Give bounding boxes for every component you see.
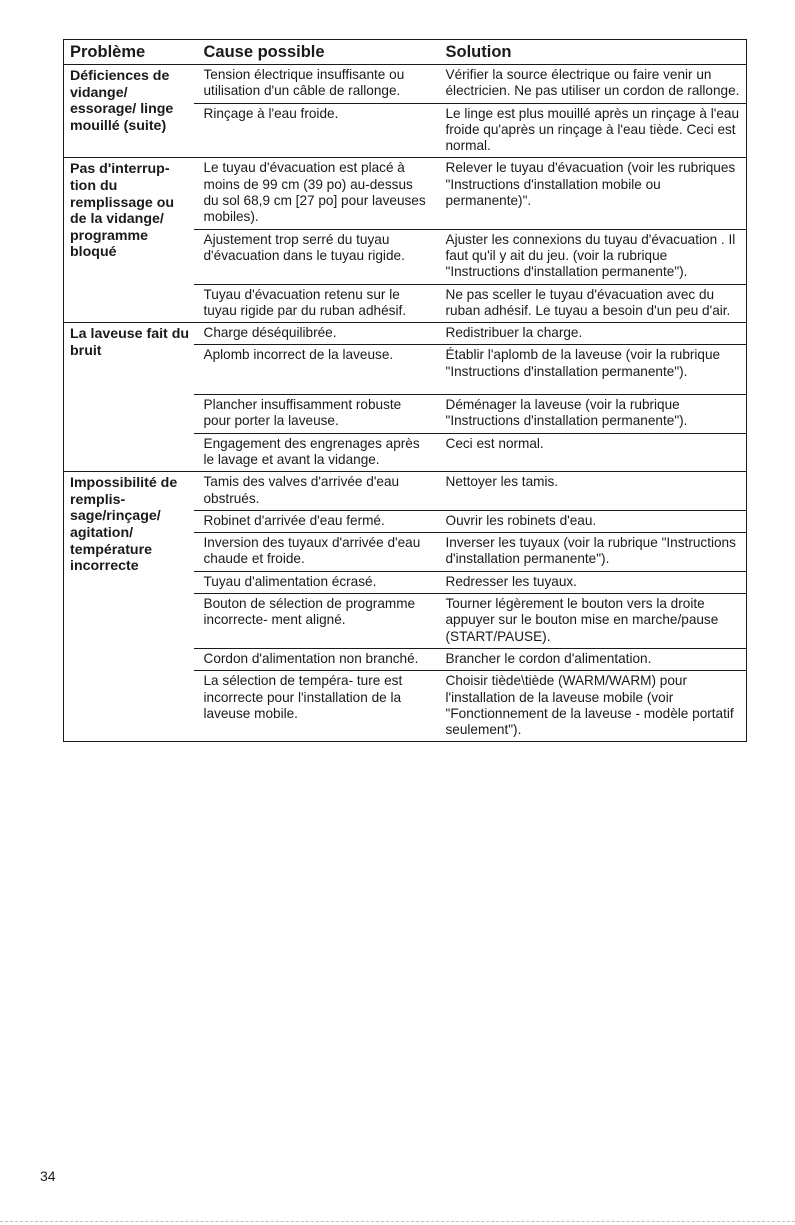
cause-cell: Charge déséquilibrée. [194,323,436,345]
solution-cell: Relever le tuyau d'évacuation (voir les rubriques "Instructions d'installation mobile ou permanente)". [436,158,747,229]
problem-cell: Pas d'interrup- tion du remplissage ou de la vidange/ programme bloqué [64,158,194,323]
cause-cell: Bouton de sélection de programme incorrecte- ment aligné. [194,594,436,649]
solution-cell: Choisir tiède\tiède (WARM/WARM) pour l'installation de la laveuse mobile (voir "Fonctionnement de la laveuse - modèle portatif seulement"). [436,671,747,742]
problem-cell: La laveuse fait du bruit [64,323,194,472]
cause-cell: Rinçage à l'eau froide. [194,103,436,158]
cause-cell: Ajustement trop serré du tuyau d'évacuation dans le tuyau rigide. [194,229,436,284]
solution-cell: Vérifier la source électrique ou faire venir un électricien. Ne pas utiliser un cordon de rallonge. [445,67,740,99]
solution-cell: Inverser les tuyaux (voir la rubrique "Instructions d'installation permanente"). [436,533,747,572]
solution-cell: Le linge est plus mouillé après un rinçage à l'eau froide qu'après un rinçage à l'eau tiède. Ceci est normal. [436,103,747,158]
cause-cell: Aplomb incorrect de la laveuse. [194,345,436,395]
cause-cell: Le tuyau d'évacuation est placé à moins de 99 cm (39 po) au-dessus du sol 68,9 cm [27 po] pour laveuses mobiles). [194,158,436,229]
table-row [64,65,747,104]
solution-cell: Ouvrir les robinets d'eau. [436,510,747,532]
solution-cell: Redresser les tuyaux. [436,571,747,593]
cause-cell: Tamis des valves d'arrivée d'eau obstrués. [194,472,436,511]
cause-cell: La sélection de tempéra- ture est incorrecte pour l'installation de la laveuse mobile. [194,671,436,742]
cause-cell: Tension électrique insuffisante ou utilisation d'un câble de rallonge. [203,67,405,99]
problem-cell: Impossibilité de remplis- sage/rinçage/ agitation/ température incorrecte [64,472,194,742]
header-row [64,40,747,65]
solution-cell: Ajuster les connexions du tuyau d'évacuation . Il faut qu'il y ait du jeu. (voir la rubrique "Instructions d'installation permanente"). [436,229,747,284]
header-solution: Solution [436,40,747,65]
solution-cell: Nettoyer les tamis. [436,472,747,511]
cause-cell: Tuyau d'évacuation retenu sur le tuyau rigide par du ruban adhésif. [194,284,436,323]
cause-cell: Engagement des engrenages après le lavage et avant la vidange. [194,433,436,472]
solution-cell: Établir l'aplomb de la laveuse (voir la rubrique "Instructions d'installation permanente"). [436,345,747,395]
cause-cell: Inversion des tuyaux d'arrivée d'eau chaude et froide. [194,533,436,572]
header-problem: Problème [64,40,194,65]
cause-cell: Robinet d'arrivée d'eau fermé. [194,510,436,532]
solution-cell: Ne pas sceller le tuyau d'évacuation avec du ruban adhésif. Le tuyau a besoin d'un peu d'air. [436,284,747,323]
solution-cell: Tourner légèrement le bouton vers la droite appuyer sur le bouton mise en marche/pause (START/PAUSE). [436,594,747,649]
solution-cell: Redistribuer la charge. [436,323,747,345]
bottom-divider [0,1221,795,1222]
solution-cell: Brancher le cordon d'alimentation. [436,648,747,670]
troubleshooting-table [63,39,747,742]
solution-cell: Déménager la laveuse (voir la rubrique "Instructions d'installation permanente"). [436,395,747,434]
cause-cell: Cordon d'alimentation non branché. [194,648,436,670]
problem-cell: Déficiences de vidange/ essorage/ linge mouillé (suite) [70,68,174,134]
header-cause: Cause possible [194,40,436,65]
page-number: 34 [40,1168,56,1184]
cause-cell: Tuyau d'alimentation écrasé. [194,571,436,593]
solution-cell: Ceci est normal. [436,433,747,472]
table-row [64,472,747,511]
table-row [64,323,747,345]
cause-cell: Plancher insuffisamment robuste pour porter la laveuse. [194,395,436,434]
table-row [64,158,747,229]
